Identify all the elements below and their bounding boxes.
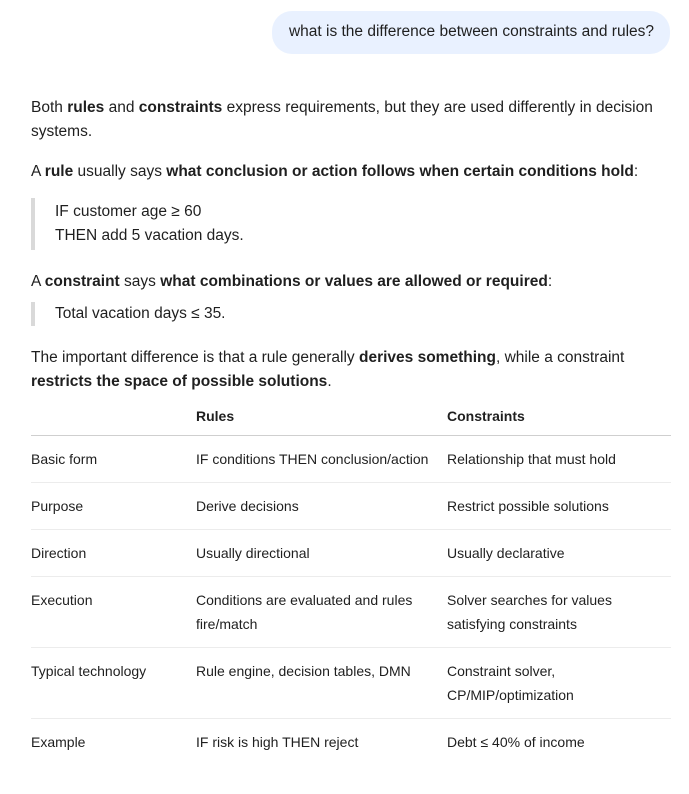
- table-cell: Relationship that must hold: [447, 436, 671, 483]
- table-cell: IF conditions THEN conclusion/action: [196, 436, 447, 483]
- text-fragment: A: [31, 163, 45, 180]
- table-cell: Basic form: [31, 436, 196, 483]
- table-cell: Example: [31, 734, 86, 750]
- table-row: [31, 648, 671, 719]
- table-cell: Debt ≤ 40% of income: [447, 734, 585, 750]
- intro-paragraph: [31, 96, 671, 144]
- table-cell: Solver searches for values satisfying constraints: [447, 577, 671, 648]
- text-fragment: A: [31, 273, 45, 290]
- table-cell: Purpose: [31, 483, 196, 530]
- rule-example-line: THEN add 5 vacation days.: [55, 227, 244, 244]
- table-cell: Derive decisions: [196, 483, 447, 530]
- text-fragment: :: [547, 273, 553, 290]
- rule-example-quote: [31, 198, 671, 250]
- table-header: [31, 400, 196, 436]
- constraint-example-quote: [31, 302, 671, 326]
- text-fragment: usually says: [73, 163, 167, 180]
- table-cell: Usually declarative: [447, 530, 671, 577]
- rule-definition-paragraph: [31, 160, 671, 184]
- user-message-text: what is the difference between constraints and rules?: [288, 23, 654, 40]
- table-cell: Constraint solver, CP/MIP/optimization: [447, 648, 671, 719]
- table-cell: Rule engine, decision tables, DMN: [196, 648, 447, 719]
- bold-term: what conclusion or action follows when certain conditions hold: [166, 163, 634, 180]
- text-fragment: :: [633, 163, 639, 180]
- text-fragment: express requirements, but they are used differently in decision systems.: [31, 99, 653, 140]
- table-cell: Conditions are evaluated and rules fire/match: [196, 577, 447, 648]
- table-cell: IF risk is high THEN reject: [196, 734, 359, 750]
- bold-term: derives something: [358, 349, 496, 366]
- difference-paragraph: [31, 346, 671, 394]
- table-row: [31, 530, 671, 577]
- text-fragment: and: [104, 99, 139, 116]
- bold-term: constraints: [138, 99, 223, 116]
- table-header: Rules: [196, 400, 447, 436]
- table-row: [31, 483, 671, 530]
- text-fragment: , while a constraint: [495, 349, 625, 366]
- constraint-definition-paragraph: [31, 270, 671, 294]
- comparison-table: [31, 400, 671, 765]
- bold-term: rules: [67, 99, 105, 116]
- text-fragment: The important difference is that a rule generally: [31, 349, 359, 366]
- constraint-example-line: Total vacation days ≤ 35.: [55, 305, 226, 322]
- table-row: [31, 436, 671, 483]
- text-fragment: Both: [31, 99, 68, 116]
- rule-example-line: IF customer age ≥ 60: [55, 203, 202, 220]
- table-header-row: [31, 400, 671, 436]
- bold-term: restricts the space of possible solutions: [31, 373, 328, 390]
- table-cell: Direction: [31, 530, 196, 577]
- table-row: [31, 719, 671, 766]
- text-fragment: says: [119, 273, 161, 290]
- assistant-reply: [31, 96, 671, 765]
- bold-term: what combinations or values are allowed or required: [160, 273, 548, 290]
- table-cell: Usually directional: [196, 530, 447, 577]
- table-row: [31, 577, 671, 648]
- table-cell: Restrict possible solutions: [447, 483, 671, 530]
- table-cell: Typical technology: [31, 648, 196, 719]
- table-header: Constraints: [447, 400, 671, 436]
- bold-term: rule: [44, 163, 74, 180]
- user-message-bubble: [272, 11, 670, 54]
- text-fragment: .: [327, 373, 332, 390]
- table-cell: Execution: [31, 577, 196, 648]
- bold-term: constraint: [44, 273, 120, 290]
